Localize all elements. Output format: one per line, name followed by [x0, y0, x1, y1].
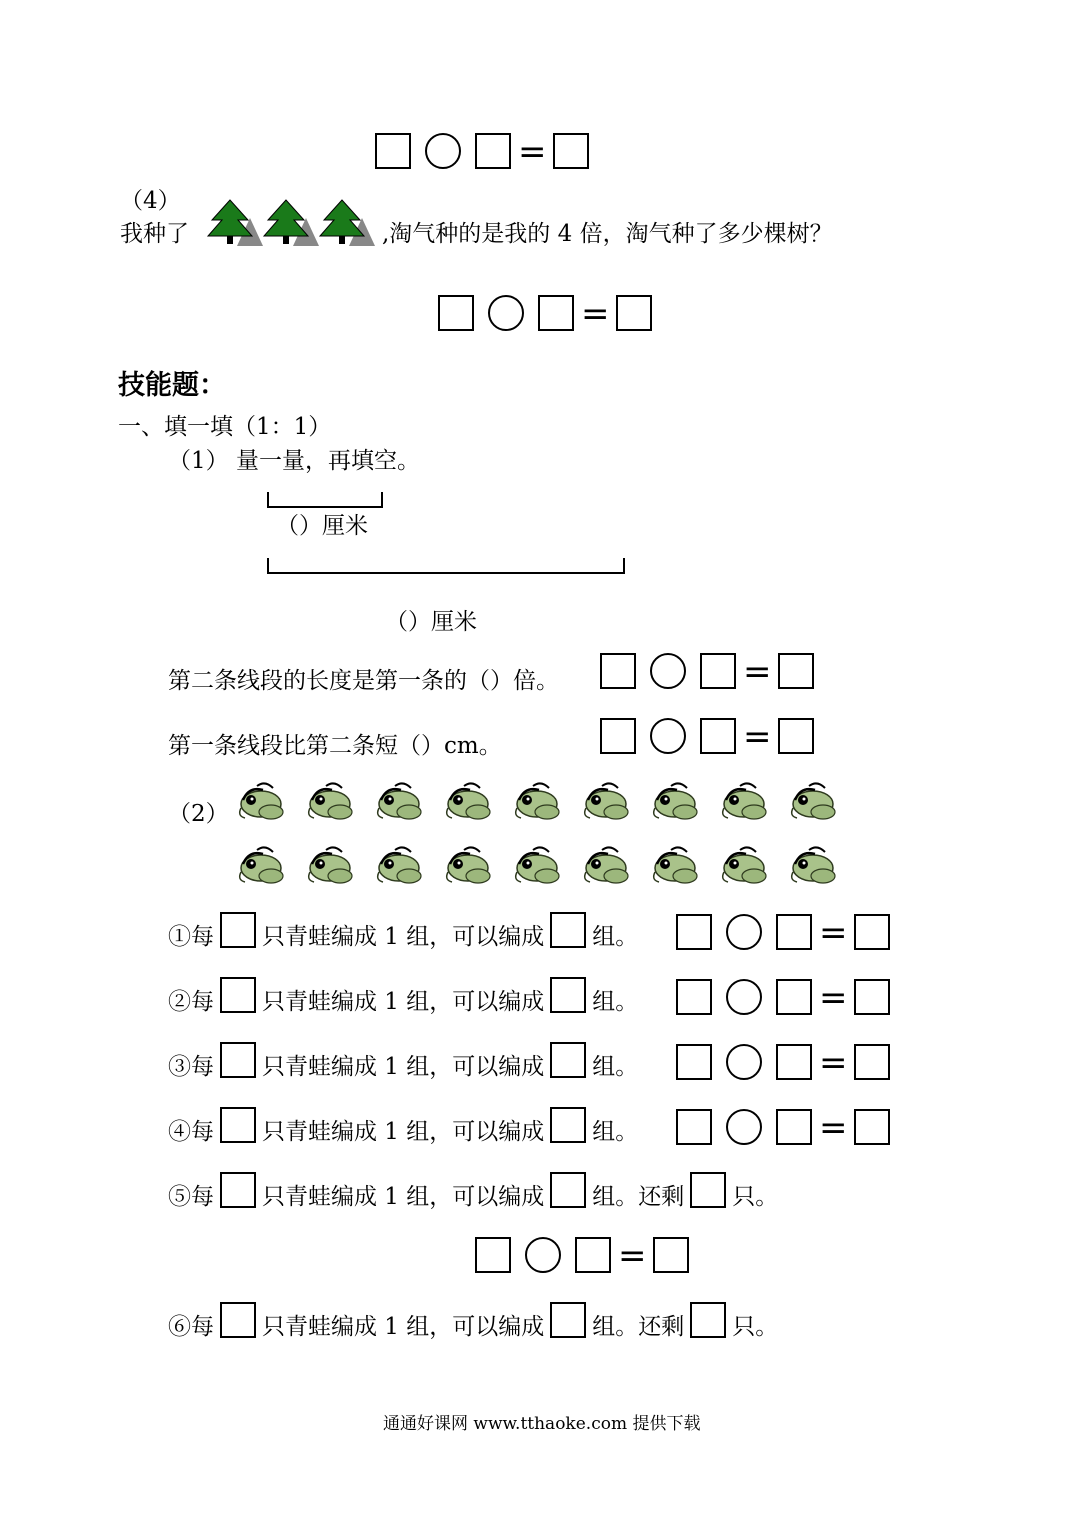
equals-sign: = [618, 1236, 647, 1276]
equation-blank-2 [438, 294, 653, 334]
frog-icon [718, 778, 770, 826]
answer-box[interactable] [220, 977, 256, 1013]
answer-box[interactable] [220, 1302, 256, 1338]
question-times-text: 第二条线段的长度是第一条的（）倍。 [168, 668, 559, 694]
group-row [168, 1172, 778, 1211]
group-number: ⑤每 [168, 1184, 214, 1210]
answer-box[interactable] [538, 295, 574, 331]
group-number: ④每 [168, 1119, 214, 1145]
operator-circle[interactable] [488, 295, 524, 331]
answer-box[interactable] [550, 977, 586, 1013]
answer-box[interactable] [854, 1109, 890, 1145]
group-end-text: 组。 [592, 1054, 639, 1080]
answer-box[interactable] [776, 1109, 812, 1145]
group-text: 只青蛙编成 1 组，可以编成 [262, 989, 545, 1015]
group-number: ①每 [168, 924, 214, 950]
equals-sign: = [743, 717, 772, 757]
answer-box[interactable] [575, 1237, 611, 1273]
equation-blank [676, 913, 891, 953]
frog-icon [373, 842, 425, 890]
question-1-label: （1） 量一量，再填空。 [168, 448, 420, 474]
question-2-label: （2） [168, 801, 229, 827]
equals-sign: = [819, 1043, 848, 1083]
answer-box[interactable] [220, 1042, 256, 1078]
answer-box[interactable] [778, 718, 814, 754]
answer-box[interactable] [776, 979, 812, 1015]
answer-box[interactable] [600, 653, 636, 689]
answer-box[interactable] [375, 133, 411, 169]
answer-box[interactable] [700, 718, 736, 754]
answer-box[interactable] [854, 979, 890, 1015]
operator-circle[interactable] [726, 1044, 762, 1080]
group-end-text: 组。 [592, 924, 639, 950]
group-remain-text: 只。 [732, 1314, 779, 1340]
equation-blank-3 [600, 652, 815, 692]
operator-circle[interactable] [650, 718, 686, 754]
answer-box[interactable] [550, 912, 586, 948]
group-row [168, 1107, 638, 1146]
answer-box[interactable] [475, 1237, 511, 1273]
answer-box[interactable] [220, 1172, 256, 1208]
frog-icon [511, 778, 563, 826]
frog-icon [649, 842, 701, 890]
equation-blank-1 [375, 132, 590, 172]
frog-icon [787, 842, 839, 890]
group-row [168, 1302, 778, 1341]
group-end-text: 组。 [592, 1119, 639, 1145]
answer-box[interactable] [550, 1042, 586, 1078]
equation-blank [676, 978, 891, 1018]
answer-box[interactable] [854, 1044, 890, 1080]
answer-box[interactable] [690, 1302, 726, 1338]
problem-4-text-before: 我种了 [120, 221, 189, 247]
answer-box[interactable] [854, 914, 890, 950]
equals-sign: = [819, 1108, 848, 1148]
answer-box[interactable] [220, 1107, 256, 1143]
equals-sign: = [819, 978, 848, 1018]
frog-grid [235, 778, 855, 894]
frog-icon [235, 842, 287, 890]
equals-sign: = [743, 652, 772, 692]
answer-box[interactable] [776, 1044, 812, 1080]
equation-blank-4 [600, 717, 815, 757]
answer-box[interactable] [653, 1237, 689, 1273]
group-row [168, 1042, 638, 1081]
answer-box[interactable] [676, 1044, 712, 1080]
problem-4-text-after: ,淘气种的是我的 4 倍，淘气种了多少棵树？ [382, 221, 833, 247]
frog-icon [235, 778, 287, 826]
equation-blank [676, 1043, 891, 1083]
frog-icon [304, 842, 356, 890]
answer-box[interactable] [676, 979, 712, 1015]
operator-circle[interactable] [726, 1109, 762, 1145]
frog-icon [787, 778, 839, 826]
answer-box[interactable] [778, 653, 814, 689]
answer-box[interactable] [700, 653, 736, 689]
tree-group [205, 196, 385, 254]
answer-box[interactable] [550, 1172, 586, 1208]
group-remain-text: 只。 [732, 1184, 779, 1210]
problem-4-number: （4） [120, 188, 181, 214]
equals-sign: = [581, 294, 610, 334]
section-1-title: 一、填一填（1：1） [118, 414, 332, 440]
segment-1-unit: （）厘米 [276, 513, 368, 539]
answer-box[interactable] [475, 133, 511, 169]
operator-circle[interactable] [726, 914, 762, 950]
frog-icon [442, 778, 494, 826]
group-text: 只青蛙编成 1 组，可以编成 [262, 1054, 545, 1080]
group-text: 只青蛙编成 1 组，可以编成 [262, 924, 545, 950]
group-number: ⑥每 [168, 1314, 214, 1340]
answer-box[interactable] [676, 1109, 712, 1145]
pine-tree-icon [205, 196, 385, 254]
line-segment-2 [267, 558, 625, 574]
answer-box[interactable] [553, 133, 589, 169]
frog-icon [580, 842, 632, 890]
frog-icon [511, 842, 563, 890]
frog-icon [304, 778, 356, 826]
operator-circle[interactable] [726, 979, 762, 1015]
line-segment-1 [267, 492, 383, 508]
answer-box[interactable] [550, 1107, 586, 1143]
question-shorter-text: 第一条线段比第二条短（）cm。 [168, 733, 502, 759]
operator-circle[interactable] [525, 1237, 561, 1273]
group-text: 只青蛙编成 1 组，可以编成 [262, 1119, 545, 1145]
group-end-text: 组。还剩 [592, 1314, 685, 1340]
group-end-text: 组。还剩 [592, 1184, 685, 1210]
frog-icon [442, 842, 494, 890]
group-end-text: 组。 [592, 989, 639, 1015]
skills-heading: 技能题： [118, 370, 226, 401]
group-row [168, 912, 638, 951]
equation-blank-9 [475, 1236, 690, 1276]
group-text: 只青蛙编成 1 组，可以编成 [262, 1184, 545, 1210]
answer-box[interactable] [550, 1302, 586, 1338]
answer-box[interactable] [690, 1172, 726, 1208]
answer-box[interactable] [600, 718, 636, 754]
answer-box[interactable] [438, 295, 474, 331]
operator-circle[interactable] [650, 653, 686, 689]
operator-circle[interactable] [425, 133, 461, 169]
answer-box[interactable] [676, 914, 712, 950]
frog-icon [580, 778, 632, 826]
segment-2-unit: （）厘米 [385, 609, 477, 635]
answer-box[interactable] [220, 912, 256, 948]
answer-box[interactable] [616, 295, 652, 331]
frog-icon [718, 842, 770, 890]
equation-blank [676, 1108, 891, 1148]
group-number: ②每 [168, 989, 214, 1015]
frog-icon [373, 778, 425, 826]
equals-sign: = [819, 913, 848, 953]
group-number: ③每 [168, 1054, 214, 1080]
group-row [168, 977, 638, 1016]
group-text: 只青蛙编成 1 组，可以编成 [262, 1314, 545, 1340]
equals-sign: = [518, 132, 547, 172]
footer-credit: 通通好课网 www.tthaoke.com 提供下载 [383, 1414, 701, 1434]
answer-box[interactable] [776, 914, 812, 950]
frog-icon [649, 778, 701, 826]
